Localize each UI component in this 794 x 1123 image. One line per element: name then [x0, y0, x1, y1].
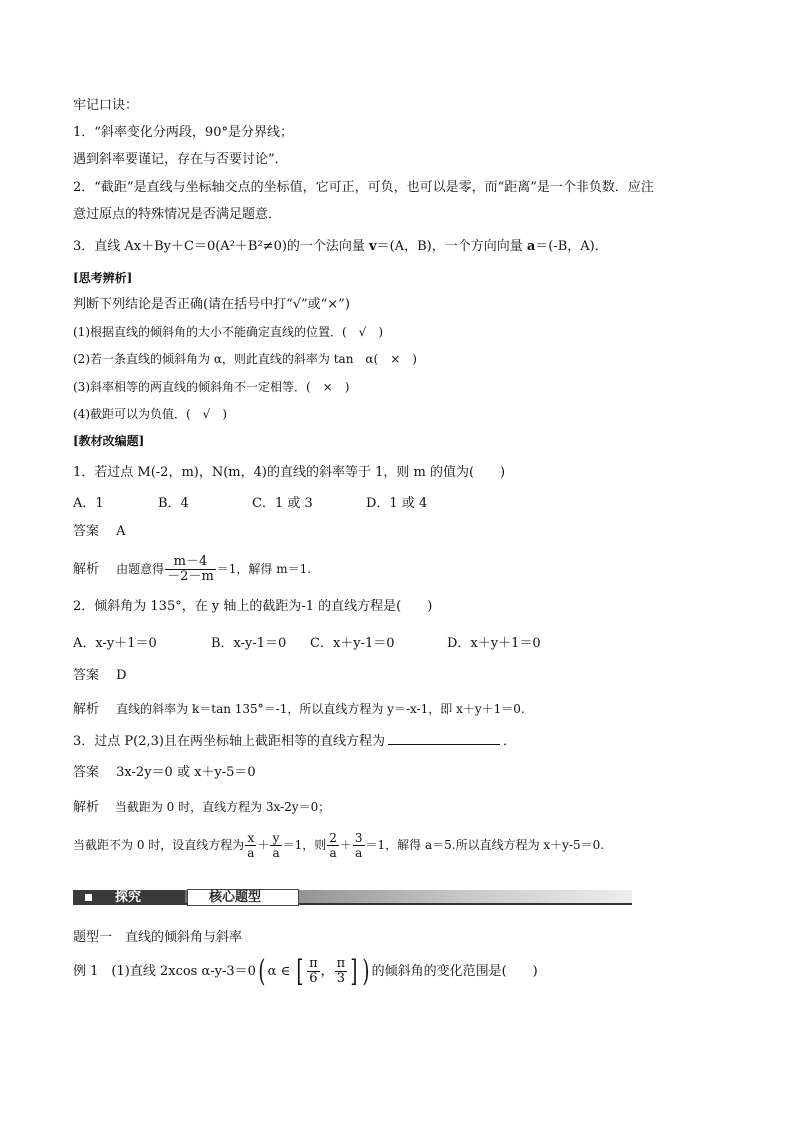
q1-fraction-numerator: m－4: [165, 555, 216, 570]
q3-analysis-line-2-b: ＝1，则: [282, 838, 327, 852]
q3-analysis-line-1-text: 当截距为 0 时，直线方程为 3x-2y＝0；: [114, 800, 331, 814]
q1-option-d: D．1 或 4: [366, 496, 428, 511]
fraction-denominator: a: [355, 846, 363, 860]
mnemonic-item-3: [73, 237, 608, 257]
fraction-numerator: y: [270, 831, 281, 846]
q1-stem: 1．若过点 M(-2，m)，N(m，4)的直线的斜率等于 1，则 m 的值为( ): [73, 465, 506, 480]
mnemonic-item-3-part-c: ＝(-B，A)．: [535, 239, 608, 254]
thinking-item-3: (3)斜率相等的两直线的倾斜角不一定相等．( × ): [73, 380, 350, 394]
fraction-denominator: a: [272, 846, 280, 860]
fraction-2-over-a: [327, 831, 339, 860]
plus-sign: ＋: [257, 838, 270, 852]
answer-blank: [388, 731, 500, 745]
q1-analysis-prefix: 由题意得: [116, 562, 165, 576]
fraction-denominator: a: [329, 846, 337, 860]
thinking-item-1: (1)根据直线的倾斜角的大小不能确定直线的位置．( √ ): [73, 325, 384, 339]
fraction-denominator: a: [247, 846, 255, 860]
topic-title: 题型一 直线的倾斜角与斜率: [73, 930, 243, 945]
right-paren: ): [362, 953, 370, 989]
plus-sign: ＋: [339, 838, 352, 852]
mnemonic-item-1-line-1: 1．“斜率变化分两段，90°是分界线；: [73, 125, 293, 140]
fraction-pi-over-6: [307, 957, 320, 986]
square-bullet-icon: [85, 894, 92, 901]
fraction-denominator: 6: [309, 971, 318, 986]
thinking-item-4: (4)截距可以为负值．( √ ): [73, 407, 228, 421]
q2-option-b: B．x-y-1＝0: [211, 636, 287, 651]
q1-options: [73, 494, 427, 514]
answer-label: 答案: [73, 765, 100, 780]
answer-label: 答案: [73, 668, 100, 683]
q3-stem: [73, 731, 516, 752]
q2-option-c: C．x＋y-1＝0: [310, 636, 395, 651]
analysis-label: 解析: [73, 800, 100, 815]
q1-fraction: [165, 555, 216, 584]
example-text-a: (1)直线 2xcos α-y-3＝0: [111, 964, 256, 979]
q3-stem-text: 3．过点 P(2,3)且在两坐标轴上截距相等的直线方程为: [73, 734, 385, 749]
q1-analysis: [73, 555, 311, 584]
mnemonic-item-3-part-a: 3．直线 Ax＋By＋C＝0(A²＋B²≠0)的一个法向量: [73, 239, 370, 254]
q2-option-d: D．x＋y＋1＝0: [447, 636, 541, 651]
mnemonic-item-1-line-2: 遇到斜率要谨记，存在与否要讨论”．: [73, 152, 288, 167]
analysis-label: 解析: [73, 702, 100, 717]
q1-fraction-denominator: －2－m: [167, 569, 214, 584]
q3-stem-end: ．: [502, 734, 516, 749]
left-paren: (: [258, 953, 266, 989]
q3-answer-value: 3x-2y＝0 或 x＋y-5＝0: [116, 765, 256, 780]
q3-analysis-line-1: [73, 797, 330, 818]
fraction-numerator: x: [245, 831, 256, 846]
right-bracket: ]: [350, 953, 358, 989]
mnemonic-title: 牢记口诀：: [73, 98, 139, 113]
fraction-denominator: 3: [336, 971, 346, 986]
fraction-y-over-a: [270, 831, 281, 860]
q3-answer: [73, 763, 256, 783]
q2-answer-value: D: [116, 668, 127, 683]
example-label: 例 1: [73, 964, 99, 979]
fraction-x-over-a: [245, 831, 256, 860]
fraction-numerator: π: [336, 956, 346, 971]
q2-stem: 2．倾斜角为 135°，在 y 轴上的截距为-1 的直线方程是( ): [73, 599, 433, 614]
banner-right-label: 核心题型: [209, 890, 262, 905]
thinking-header: [思考辨析]: [73, 271, 133, 285]
q3-analysis-line-2: [73, 830, 604, 860]
q2-option-a: A．x-y＋1＝0: [73, 636, 157, 651]
q3-analysis-line-2-a: 当截距不为 0 时，设直线方程为: [73, 838, 245, 852]
thinking-intro: 判断下列结论是否正确(请在括号中打“√”或“×”): [73, 297, 350, 312]
mnemonic-item-2-line-2: 意过原点的特殊情况是否满足题意．: [73, 207, 282, 222]
example-1: [73, 955, 538, 989]
fraction-numerator: 3: [354, 831, 363, 845]
q2-answer: [73, 666, 127, 686]
normal-vector-symbol: v: [369, 239, 377, 254]
q1-option-c: C．1 或 3: [252, 496, 313, 511]
analysis-label: 解析: [73, 562, 100, 577]
q2-options: [73, 634, 541, 654]
textbook-header: [教材改编题]: [73, 434, 145, 448]
q2-analysis: [73, 699, 525, 720]
left-bracket: [: [296, 953, 304, 989]
banner-left-label: 探究: [115, 890, 142, 905]
q1-option-b: B．4: [158, 496, 189, 511]
fraction-pi-over-3: [335, 957, 348, 986]
q1-answer-value: A: [116, 524, 126, 539]
example-text-b: 的倾斜角的变化范围是( ): [371, 964, 538, 979]
direction-vector-symbol: a: [526, 239, 536, 254]
q1-option-a: A．1: [73, 496, 104, 511]
mnemonic-item-3-part-b: ＝(A，B)，一个方向向量: [376, 239, 527, 254]
q3-analysis-line-2-c: ＝1，解得 a＝5.所以直线方程为 x＋y-5＝0.: [365, 838, 605, 852]
q2-analysis-text: 直线的斜率为 k＝tan 135°＝-1，所以直线方程为 y＝-x-1，即 x＋y＋1＝0.: [116, 702, 525, 716]
thinking-item-2: (2)若一条直线的倾斜角为 α，则此直线的斜率为 tan α( × ): [73, 352, 417, 366]
alpha-in: α ∈: [267, 964, 291, 979]
q1-answer: [73, 522, 126, 542]
fraction-numerator: 2: [329, 831, 337, 845]
q1-analysis-suffix: ＝1，解得 m＝1.: [216, 562, 312, 576]
answer-label: 答案: [73, 524, 100, 539]
mnemonic-item-2-line-1: 2．“截距”是直线与坐标轴交点的坐标值，它可正，可负，也可以是零，而“距离”是一个非负数．应注: [73, 180, 654, 195]
comma: ，: [320, 964, 334, 979]
section-banner: [73, 887, 632, 907]
fraction-3-over-a: [353, 831, 365, 860]
fraction-numerator: π: [309, 956, 318, 971]
